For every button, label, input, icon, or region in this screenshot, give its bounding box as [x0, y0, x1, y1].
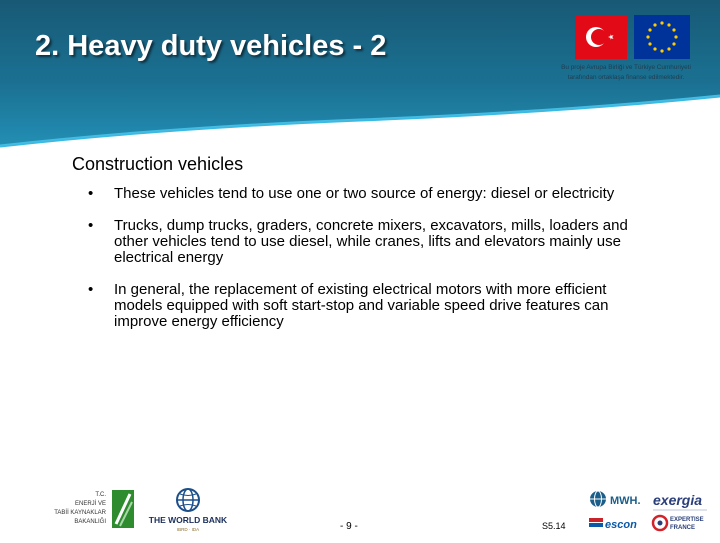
escon-logo — [589, 518, 637, 531]
eu-funding-note-line2: tarafından ortaklaşa finanse edilmektedir. — [567, 73, 685, 81]
bullet-item — [88, 186, 648, 202]
world-bank-logo — [149, 489, 228, 532]
eu-funding-note-line1: Bu proje Avrupa Birliği ve Türkiye Cumhuriyeti — [561, 64, 691, 71]
mwh-globe-icon — [590, 491, 606, 507]
world-bank-sub: IBRD · IDA — [176, 527, 200, 532]
bullet-list — [88, 186, 648, 346]
world-bank-globe-icon — [177, 489, 199, 511]
mwh-logo — [590, 491, 641, 507]
eu-funding-note — [536, 63, 716, 82]
ministry-line1: T.C. — [95, 492, 106, 498]
exergia-logo — [653, 492, 707, 510]
mwh-text: MWH. — [610, 495, 641, 507]
ministry-line4: BAKANLIĞI — [74, 519, 106, 525]
bullet-item — [88, 282, 648, 330]
exergia-text: exergia — [653, 492, 703, 508]
expertise-france-logo-icon — [653, 516, 667, 530]
turkey-flag-icon — [575, 15, 627, 59]
bullet-text: These vehicles tend to use one or two source of energy: diesel or electricity — [114, 185, 615, 202]
world-bank-name: THE WORLD BANK — [148, 515, 228, 525]
eu-flag-icon — [634, 15, 690, 59]
expertise-france-logo — [653, 516, 704, 531]
escon-text: escon — [605, 519, 637, 531]
flags-group — [575, 15, 690, 60]
escon-logo-icon — [589, 518, 603, 527]
page-number: - 9 - — [340, 521, 358, 532]
section-title: Construction vehicles — [72, 154, 244, 174]
slide-title: 2. Heavy duty vehicles - 2 — [35, 30, 387, 62]
ministry-logo-icon — [112, 490, 134, 528]
bullet-marker: • — [88, 281, 94, 298]
bullet-text: In general, the replacement of existing electrical motors with more efficient models equipped with soft start-stop and variable speed drive features can improve energy efficiency — [114, 281, 609, 330]
ministry-logo — [54, 490, 134, 528]
ministry-line2: ENERJİ VE — [74, 501, 106, 507]
bullet-marker: • — [88, 185, 94, 202]
expertise-line2: FRANCE — [670, 525, 695, 531]
ministry-line3: TABİİ KAYNAKLAR — [54, 510, 106, 516]
slide-code: S5.14 — [542, 521, 566, 531]
footer-right-logos — [585, 486, 715, 538]
expertise-line1: EXPERTISE — [670, 517, 704, 523]
bullet-item — [88, 218, 648, 266]
bullet-marker: • — [88, 217, 94, 234]
bullet-text: Trucks, dump trucks, graders, concrete mixers, excavators, mills, loaders and other vehicles tend to use diesel, while cranes, lifts and elevators mainly use electrical energy — [114, 217, 628, 266]
footer-left-logos — [30, 486, 260, 536]
